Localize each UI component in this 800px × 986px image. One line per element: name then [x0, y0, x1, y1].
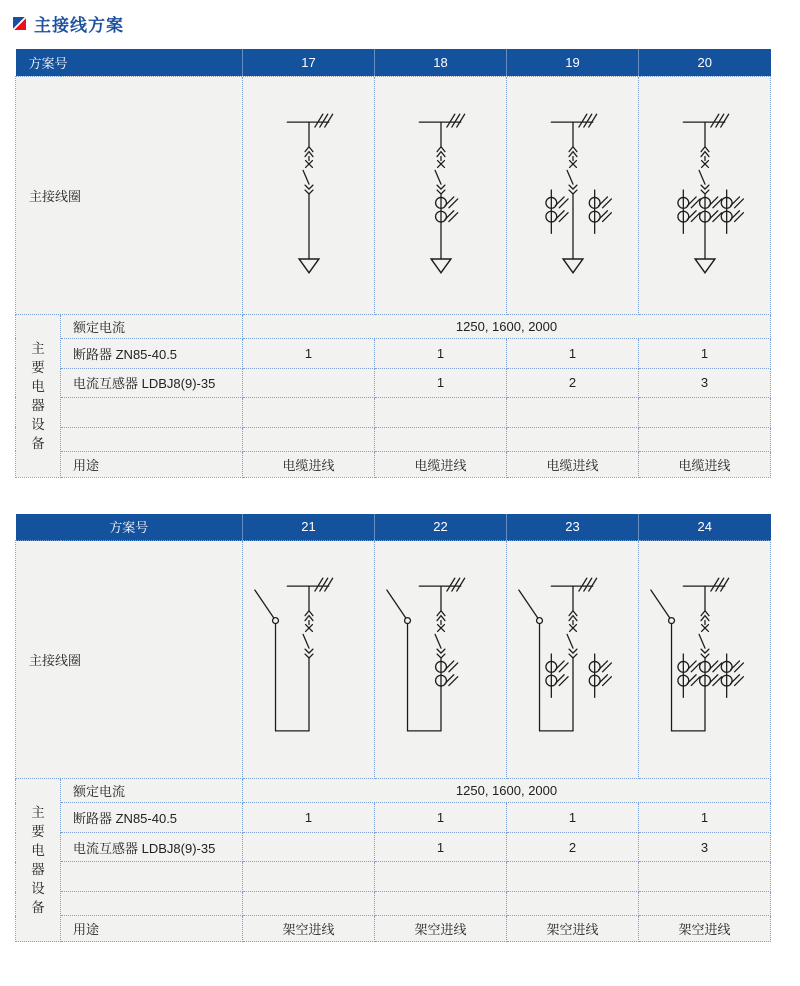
- spec-value-cell: [639, 862, 771, 892]
- scheme-diagram-cell-21: [243, 541, 375, 779]
- spec-value-cell: 1: [375, 803, 507, 833]
- scheme-diagram-cell-22: [375, 541, 507, 779]
- spec-value-cell: [375, 892, 507, 916]
- spec-value-cell: [375, 862, 507, 892]
- section-marker-icon: [13, 17, 26, 30]
- spec-value-cell: 电缆进线: [243, 451, 375, 477]
- spec-value-cell: [243, 368, 375, 397]
- spec-row: [16, 803, 771, 833]
- scheme-table-1: [15, 49, 771, 478]
- spec-value-cell: 电缆进线: [507, 451, 639, 477]
- table-header-row: [16, 514, 771, 541]
- diagram-row: [16, 541, 771, 779]
- spec-value-cell: 架空进线: [375, 916, 507, 942]
- scheme-no-header-label: 方案号: [16, 514, 243, 541]
- scheme-diagram-cell-23: [507, 541, 639, 779]
- spec-value-cell: 电缆进线: [375, 451, 507, 477]
- scheme-number-17: 17: [243, 49, 375, 76]
- table-header-row: [16, 49, 771, 76]
- spec-value-cell: 电缆进线: [639, 451, 771, 477]
- spec-row-label: 额定电流: [61, 314, 243, 338]
- scheme-tables-container: [0, 49, 800, 942]
- spec-value-cell: [639, 427, 771, 451]
- scheme-diagram-cell-20: [639, 76, 771, 314]
- spec-value-cell: [243, 892, 375, 916]
- single-line-diagram: [244, 541, 374, 775]
- single-line-diagram: [376, 77, 506, 311]
- spec-value-cell: 架空进线: [639, 916, 771, 942]
- spec-row: [16, 397, 771, 427]
- spec-value-cell: 1: [507, 803, 639, 833]
- spec-value-cell: 1: [243, 803, 375, 833]
- single-line-diagram: [508, 541, 638, 775]
- diagram-row: [16, 76, 771, 314]
- scheme-diagram-cell-18: [375, 76, 507, 314]
- spec-row: [16, 451, 771, 477]
- equipment-group-label-text: 主要电器设备: [31, 805, 45, 915]
- spec-value-cell: 1: [507, 338, 639, 368]
- spec-row-label: [61, 862, 243, 892]
- spec-value-cell: 2: [507, 368, 639, 397]
- spec-value-span: 1250, 1600, 2000: [243, 314, 771, 338]
- scheme-number-24: 24: [639, 514, 771, 541]
- single-line-diagram: [508, 77, 638, 311]
- spec-value-cell: [507, 892, 639, 916]
- diagram-row-label: 主接线圈: [16, 76, 243, 314]
- scheme-table-2: [15, 514, 771, 943]
- spec-row: [16, 368, 771, 397]
- scheme-diagram-cell-17: [243, 76, 375, 314]
- spec-value-cell: [243, 833, 375, 862]
- scheme-number-20: 20: [639, 49, 771, 76]
- spec-value-cell: 1: [243, 338, 375, 368]
- spec-row: [16, 892, 771, 916]
- spec-row-label: 电流互感器 LDBJ8(9)-35: [61, 833, 243, 862]
- single-line-diagram: [640, 77, 770, 311]
- spec-value-cell: 1: [375, 368, 507, 397]
- equipment-group-label: [16, 779, 61, 942]
- spec-value-cell: 1: [639, 803, 771, 833]
- spec-value-span: 1250, 1600, 2000: [243, 779, 771, 803]
- spec-row-label: [61, 892, 243, 916]
- spec-value-cell: 3: [639, 368, 771, 397]
- spec-value-cell: [375, 397, 507, 427]
- spec-row: [16, 427, 771, 451]
- spec-row: [16, 338, 771, 368]
- equipment-group-label-text: 主要电器设备: [31, 340, 45, 451]
- single-line-diagram: [244, 77, 374, 311]
- scheme-number-23: 23: [507, 514, 639, 541]
- scheme-diagram-cell-24: [639, 541, 771, 779]
- scheme-diagram-cell-19: [507, 76, 639, 314]
- single-line-diagram: [376, 541, 506, 775]
- spec-row: [16, 833, 771, 862]
- spec-value-cell: 3: [639, 833, 771, 862]
- spec-value-cell: [243, 397, 375, 427]
- spec-value-cell: [243, 427, 375, 451]
- scheme-number-18: 18: [375, 49, 507, 76]
- scheme-number-21: 21: [243, 514, 375, 541]
- spec-row-label: [61, 427, 243, 451]
- spec-row: [16, 862, 771, 892]
- scheme-number-19: 19: [507, 49, 639, 76]
- equipment-group-label: [16, 314, 61, 477]
- spec-row: [16, 779, 771, 803]
- page-title: 主接线方案: [34, 16, 124, 35]
- spec-row-label: 电流互感器 LDBJ8(9)-35: [61, 368, 243, 397]
- spec-value-cell: 2: [507, 833, 639, 862]
- spec-row-label: [61, 397, 243, 427]
- spec-value-cell: 1: [375, 338, 507, 368]
- diagram-row-label: 主接线圈: [16, 541, 243, 779]
- spec-value-cell: [639, 892, 771, 916]
- spec-value-cell: 架空进线: [507, 916, 639, 942]
- spec-value-cell: [375, 427, 507, 451]
- spec-value-cell: [639, 397, 771, 427]
- scheme-number-22: 22: [375, 514, 507, 541]
- spec-row-label: 断路器 ZN85-40.5: [61, 338, 243, 368]
- spec-value-cell: 1: [639, 338, 771, 368]
- single-line-diagram: [640, 541, 770, 775]
- spec-row-label: 额定电流: [61, 779, 243, 803]
- spec-value-cell: 1: [375, 833, 507, 862]
- spec-row: [16, 916, 771, 942]
- spec-row: [16, 314, 771, 338]
- scheme-no-header-label: 方案号: [16, 49, 243, 76]
- spec-value-cell: 架空进线: [243, 916, 375, 942]
- spec-row-label: 断路器 ZN85-40.5: [61, 803, 243, 833]
- page-title-row: [13, 11, 800, 36]
- spec-value-cell: [507, 862, 639, 892]
- spec-value-cell: [243, 862, 375, 892]
- spec-row-label: 用途: [61, 916, 243, 942]
- spec-row-label: 用途: [61, 451, 243, 477]
- spec-value-cell: [507, 427, 639, 451]
- spec-value-cell: [507, 397, 639, 427]
